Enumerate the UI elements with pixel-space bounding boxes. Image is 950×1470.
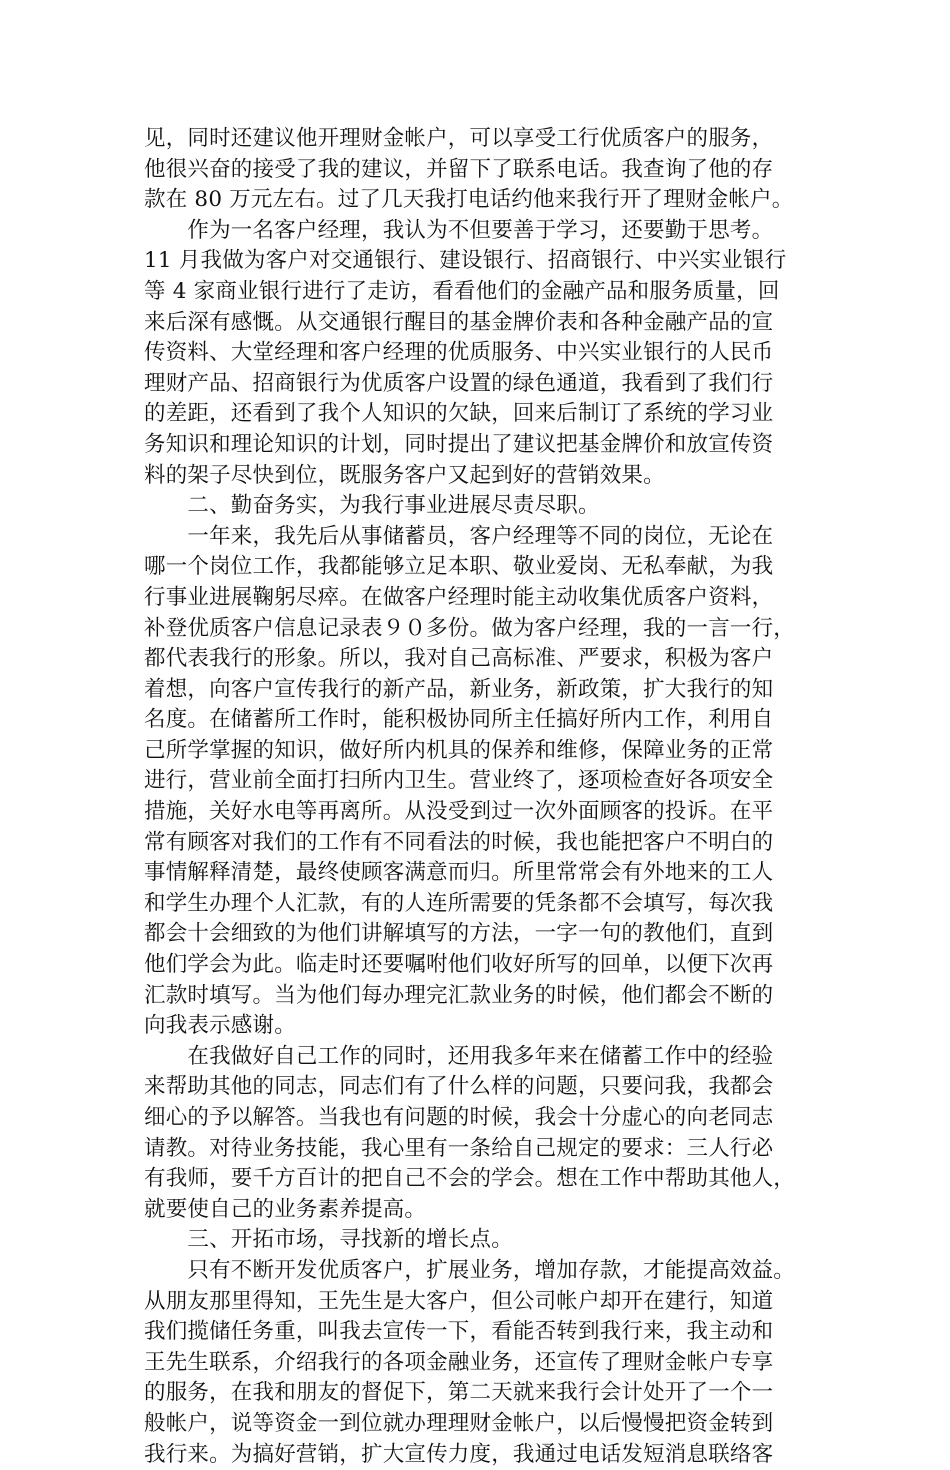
- text-line: 等 4 家商业银行进行了走访，看看他们的金融产品和服务质量，回: [144, 278, 780, 304]
- text-line: 有我师，要千方百计的把自己不会的学会。想在工作中帮助其他人，: [144, 1166, 796, 1192]
- text-line: 见，同时还建议他开理财金帐户，可以享受工行优质客户的服务，: [144, 126, 774, 151]
- text-line: 二、勤奋务实，为我行事业进展尽责尽职。: [144, 493, 600, 519]
- document-body: [144, 124, 808, 1470]
- text-line: 我们揽储任务重，叫我去宣传一下，看能否转到我行来，我主动和: [144, 1319, 774, 1345]
- text-line: 事情解释清楚，最终使顾客满意而归。所里常常会有外地来的工人: [144, 860, 774, 886]
- text-line: 都会十会细致的为他们讲解填写的方法，一字一句的教他们，直到: [144, 921, 774, 947]
- text-line: 细心的予以解答。当我也有问题的时候，我会十分虚心的向老同志: [144, 1105, 774, 1130]
- text-line: 他们学会为此。临走时还要嘱咐他们收好所写的回单，以便下次再: [144, 952, 774, 978]
- text-line: 理财产品、招商银行为优质客户设置的绿色通道，我看到了我们行: [144, 370, 774, 396]
- text-line: 我行来。为搞好营销，扩大宣传力度，我通过电话发短消息联络客: [144, 1441, 774, 1467]
- text-line: 款在 80 万元左右。过了几天我打电话约他来我行开了理财金帐户。: [144, 187, 794, 213]
- text-line: 和学生办理个人汇款，有的人连所需要的凭条都不会填写，每次我: [144, 890, 774, 916]
- text-line: 只有不断开发优质客户，扩展业务，增加存款，才能提高效益。: [144, 1257, 796, 1283]
- text-line: 作为一名客户经理，我认为不但要善于学习，还要勤于思考。: [144, 217, 774, 243]
- text-line: 名度。在储蓄所工作时，能积极协同所主任搞好所内工作，利用自: [144, 707, 774, 733]
- text-line: 补登优质客户信息记录表９０多份。做为客户经理，我的一言一行，: [144, 615, 796, 641]
- text-line: 11 月我做为客户对交通银行、建设银行、招商银行、中兴实业银行: [144, 248, 787, 274]
- text-line: 一年来，我先后从事储蓄员，客户经理等不同的岗位，无论在: [144, 523, 774, 549]
- text-line: 行事业进展鞠躬尽瘁。在做客户经理时能主动收集优质客户资料，: [144, 584, 774, 610]
- text-line: 他很兴奋的接受了我的建议，并留下了联系电话。我查询了他的存: [144, 156, 774, 182]
- text-line: 己所学掌握的知识，做好所内机具的保养和维修，保障业务的正常: [144, 737, 774, 763]
- text-line: 请教。对待业务技能，我心里有一条给自己规定的要求：三人行必: [144, 1135, 774, 1161]
- text-line: 都代表我行的形象。所以，我对自己高标准、严要求，积极为客户: [144, 646, 774, 672]
- text-line: 汇款时填写。当为他们每办理完汇款业务的时候，他们都会不断的: [144, 982, 774, 1008]
- text-line: 措施，关好水电等再离所。从没受到过一次外面顾客的投诉。在平: [144, 799, 774, 825]
- text-line: 进行，营业前全面打扫所内卫生。营业终了，逐项检查好各项安全: [144, 768, 774, 794]
- text-line: 哪一个岗位工作，我都能够立足本职、敬业爱岗、无私奉献，为我: [144, 554, 774, 580]
- text-line: 王先生联系，介绍我行的各项金融业务，还宣传了理财金帐户专享: [144, 1349, 774, 1375]
- text-line: 着想，向客户宣传我行的新产品，新业务，新政策，扩大我行的知: [144, 676, 774, 702]
- text-line: 料的架子尽快到位，既服务客户又起到好的营销效果。: [144, 462, 665, 488]
- text-line: 的差距，还看到了我个人知识的欠缺，回来后制订了系统的学习业: [144, 401, 774, 427]
- text-line: 在我做好自己工作的同时，还用我多年来在储蓄工作中的经验: [144, 1043, 774, 1069]
- text-line: 般帐户，说等资金一到位就办理理财金帐户，以后慢慢把资金转到: [144, 1410, 774, 1436]
- text-line: 向我表示感谢。: [144, 1013, 296, 1039]
- text-line: 从朋友那里得知，王先生是大客户，但公司帐户却开在建行，知道: [144, 1288, 774, 1314]
- text-line: 来后深有感慨。从交通银行醒目的基金牌价表和各种金融产品的宣: [144, 309, 774, 335]
- text-line: 的服务，在我和朋友的督促下，第二天就来我行会计处开了一个一: [144, 1380, 774, 1406]
- text-line: 就要使自己的业务素养提高。: [144, 1196, 427, 1222]
- text-line: 常有顾客对我们的工作有不同看法的时候，我也能把客户不明白的: [144, 829, 774, 855]
- text-line: 三、开拓市场，寻找新的增长点。: [144, 1227, 513, 1253]
- text-line: 务知识和理论知识的计划，同时提出了建议把基金牌价和放宣传资: [144, 431, 774, 457]
- text-line: 来帮助其他的同志，同志们有了什么样的问题，只要问我，我都会: [144, 1074, 774, 1100]
- text-line: 传资料、大堂经理和客户经理的优质服务、中兴实业银行的人民币: [144, 340, 774, 366]
